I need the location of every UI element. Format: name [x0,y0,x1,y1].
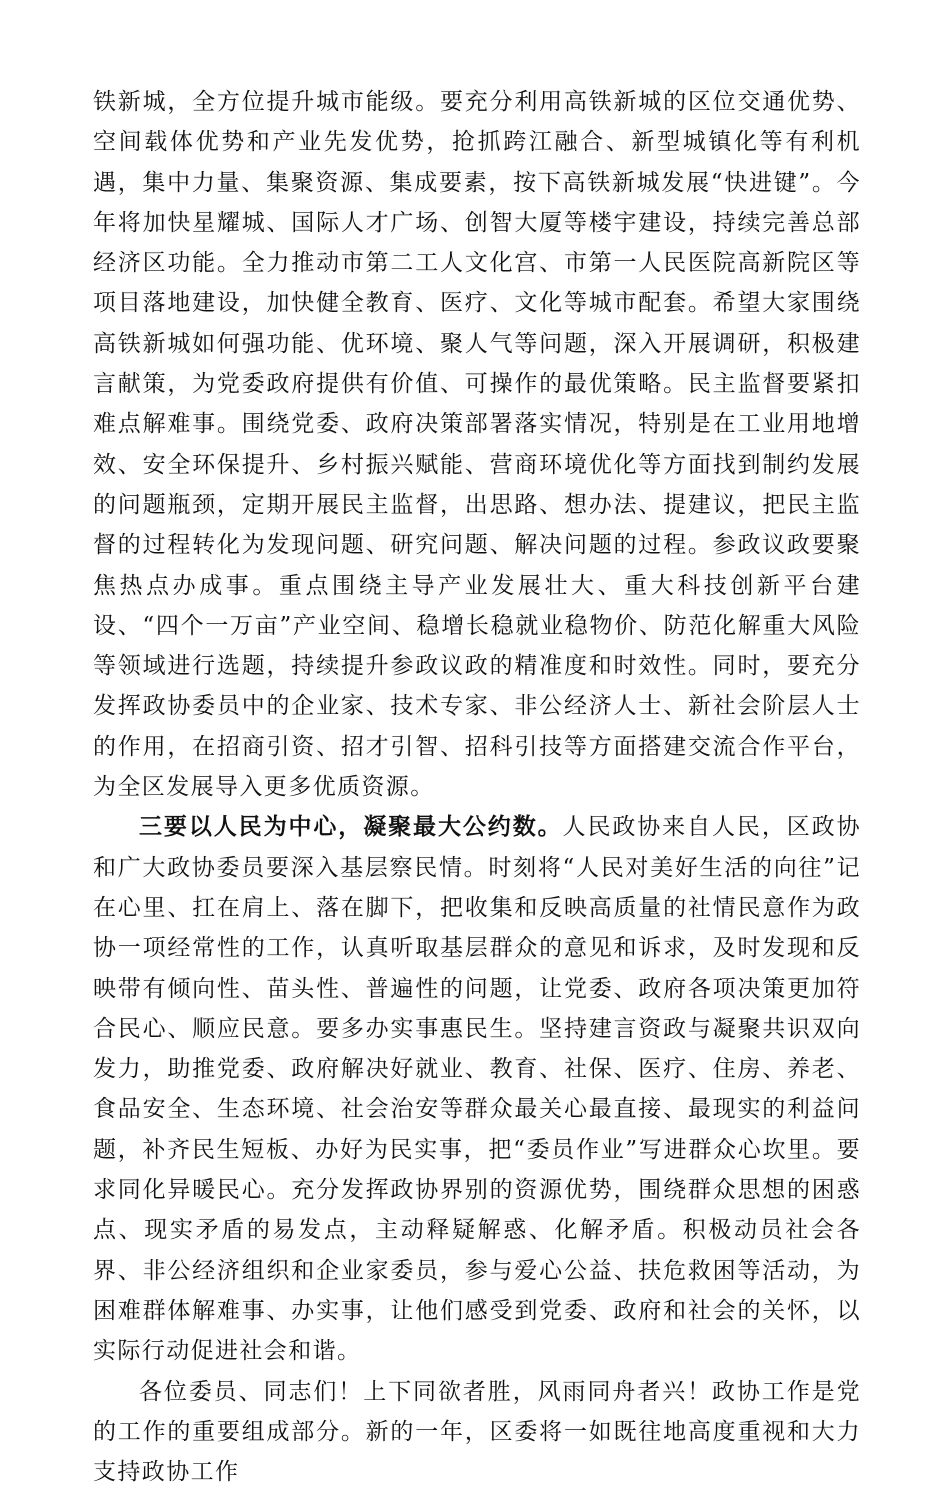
paragraph-lead-heading: 三要以人民为中心，凝聚最大公约数。 [139,813,563,840]
paragraph-text: 各位委员、同志们！上下同欲者胜，风雨同舟者兴！政协工作是党的工作的重要组成部分。新的一年，区委将一如既往地高度重视和大力支持政协工作 [93,1379,861,1486]
paragraph-text: 人民政协来自人民，区政协和广大政协委员要深入基层察民情。时刻将“人民对美好生活的向往”记在心里、扛在肩上、落在脚下，把收集和反映高质量的社情民意作为政协一项经常性的工作，认真听取基层群众的意见和诉求，及时发现和反映带有倾向性、苗头性、普遍性的问题，让党委、政府各项决策更加符合民心、顺应民意。要多办实事惠民生。坚持建言资政与凝聚共识双向发力，助推党委、政府解决好就业、教育、社保、医疗、住房、养老、食品安全、生态环境、社会治安等群众最关心最直接、最现实的利益问题，补齐民生短板、办好为民实事，把“委员作业”写进群众心坎里。要求同化异暖民心。充分发挥政协界别的资源优势，围绕群众思想的困惑点、现实矛盾的易发点，主动释疑解惑、化解矛盾。积极动员社会各界、非公经济组织和企业家委员，参与爱心公益、扶危救困等活动，为困难群体解难事、办实事，让他们感受到党委、政府和社会的关怀，以实际行动促进社会和谐。 [93,814,861,1364]
paragraph-closing-address [93,1372,861,1492]
paragraph-people-centered [93,807,861,1371]
paragraph-high-speed-rail-city [93,82,861,807]
document-body [93,82,861,1492]
paragraph-text: 铁新城，全方位提升城市能级。要充分利用高铁新城的区位交通优势、空间载体优势和产业先发优势，抢抓跨江融合、新型城镇化等有利机遇，集中力量、集聚资源、集成要素，按下高铁新城发展“快进键”。今年将加快星耀城、国际人才广场、创智大厦等楼宇建设，持续完善总部经济区功能。全力推动市第二工人文化宫、市第一人民医院高新院区等项目落地建设，加快健全教育、医疗、文化等城市配套。希望大家围绕高铁新城如何强功能、优环境、聚人气等问题，深入开展调研，积极建言献策，为党委政府提供有价值、可操作的最优策略。民主监督要紧扣难点解难事。围绕党委、政府决策部署落实情况，特别是在工业用地增效、安全环保提升、乡村振兴赋能、营商环境优化等方面找到制约发展的问题瓶颈，定期开展民主监督，出思路、想办法、提建议，把民主监督的过程转化为发现问题、研究问题、解决问题的过程。参政议政要聚焦热点办成事。重点围绕主导产业发展壮大、重大科技创新平台建设、“四个一万亩”产业空间、稳增长稳就业稳物价、防范化解重大风险等领域进行选题，持续提升参政议政的精准度和时效性。同时，要充分发挥政协委员中的企业家、技术专家、非公经济人士、新社会阶层人士的作用，在招商引资、招才引智、招科引技等方面搭建交流合作平台，为全区发展导入更多优质资源。 [93,89,861,800]
